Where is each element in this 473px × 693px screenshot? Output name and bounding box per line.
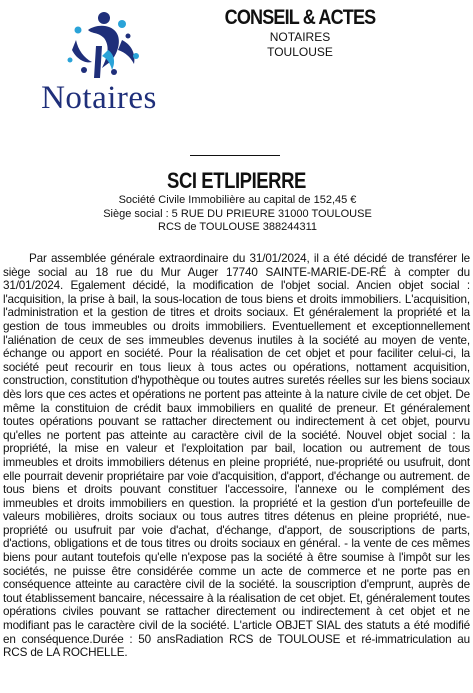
company-capital: Société Civile Immobilière au capital de 152,45 € [118, 194, 357, 206]
notaires-emblem-icon [18, 10, 176, 82]
legal-notice [3, 252, 470, 660]
company-name: SCI ETLIPIERRE [167, 168, 306, 193]
header-line-2: TOULOUSE [267, 45, 333, 59]
notice-body: Par assemblée générale extraordinaire du 31/01/2024, il a été décidé de transférer le siège social au 18 rue du Mur Auger 17740 SAINTE-MARIE-DE-RÉ à compter du 31/01/2024. Egalement décidé, la modification de l'objet social. Ancien objet social : l'acquisition, la prise à bail, la sous-location de tous biens et droits immobiliers. L'acquisition, l'administration et la gestion de titres et droits sociaux. Et généralement la propriété et la gestion de tous immeubles ou droits immobiliers. Eventuellement et exceptionnellement l'aliénation de ceux de ses immeubles devenus inutiles à la société au moyen de vente, échange ou apport en société. Pour la réalisation de cet objet et pour faciliter celui-ci, la société peut recourir en tous lieux à tous actes ou opérations, nottament acquisition, construction, constitution d'hypothèque ou toutes autres suretés réelles sur les biens sociaux dès lors que ces actes et opérations ne portent pas atteinte à la nature civile de cet objet. De même la constituion de crédit baux immobiliers en qualité de preneur. Et généralement toutes opérations pouvant se rattacher directement ou indirectement à cet objet, pourvu qu'elles ne portent pas atteinte au caractère civil de la société. Nouvel objet social : la propriété, la mise en valeur et l'exploitation par bail, location ou autrement de tous immeubles et droits immobiliers détenus en pleine propriété, nue-propriété ou usufruit, dont elle pourrait devenir propriétaire par voie d'acquisition, d'apport, d'échange ou autrement. de tous biens et droits pouvant constituer l'accessoire, l'annexe ou le complément des immeubles et droits immobiliers en question. la propriété et la gestion d'un portefeuille de valeurs mobilières, droits sociaux ou tous autres titres détenus en pleine propriété, nue-propriété ou usufruit par voie d'achat, d'échange, d'apport, de souscriptions de parts, d'actions, obligations et de tous titres ou droits sociaux en général. - la vente de ces mêmes biens pour autant toutefois qu'elle n'expose pas la société à être soumise à l'impôt sur les sociétés, ne puisse être considérée comme un acte de commerce et ne porte pas en conséquence atteinte au caractère civil de la société. la souscription d'emprunt, auprès de tout établissement bancaire, nécessaire à la réalisation de cet objet. Et, généralement toutes opérations civiles pouvant se rattacher directement ou indirectement à cet objet et ne modifiant pas le caractère civil de la société. L'article OBJET SIAL des statuts a été modifié en conséquence.Durée : 50 ansRadiation RCS de TOULOUSE et ré-immatriculation au RCS de LA ROCHELLE. [3, 252, 470, 660]
header-title: CONSEIL & ACTES [224, 6, 376, 29]
company-address: Siège social : 5 RUE DU PRIEURE 31000 TOULOUSE [103, 207, 372, 220]
logo-wordmark: Notaires [41, 80, 157, 116]
header-line-1: NOTAIRES [269, 30, 331, 44]
divider [190, 155, 280, 156]
company-block [0, 168, 473, 235]
publication-header [186, 6, 414, 60]
company-rcs: RCS de TOULOUSE 388244311 [158, 221, 317, 233]
notaires-logo [18, 10, 176, 122]
